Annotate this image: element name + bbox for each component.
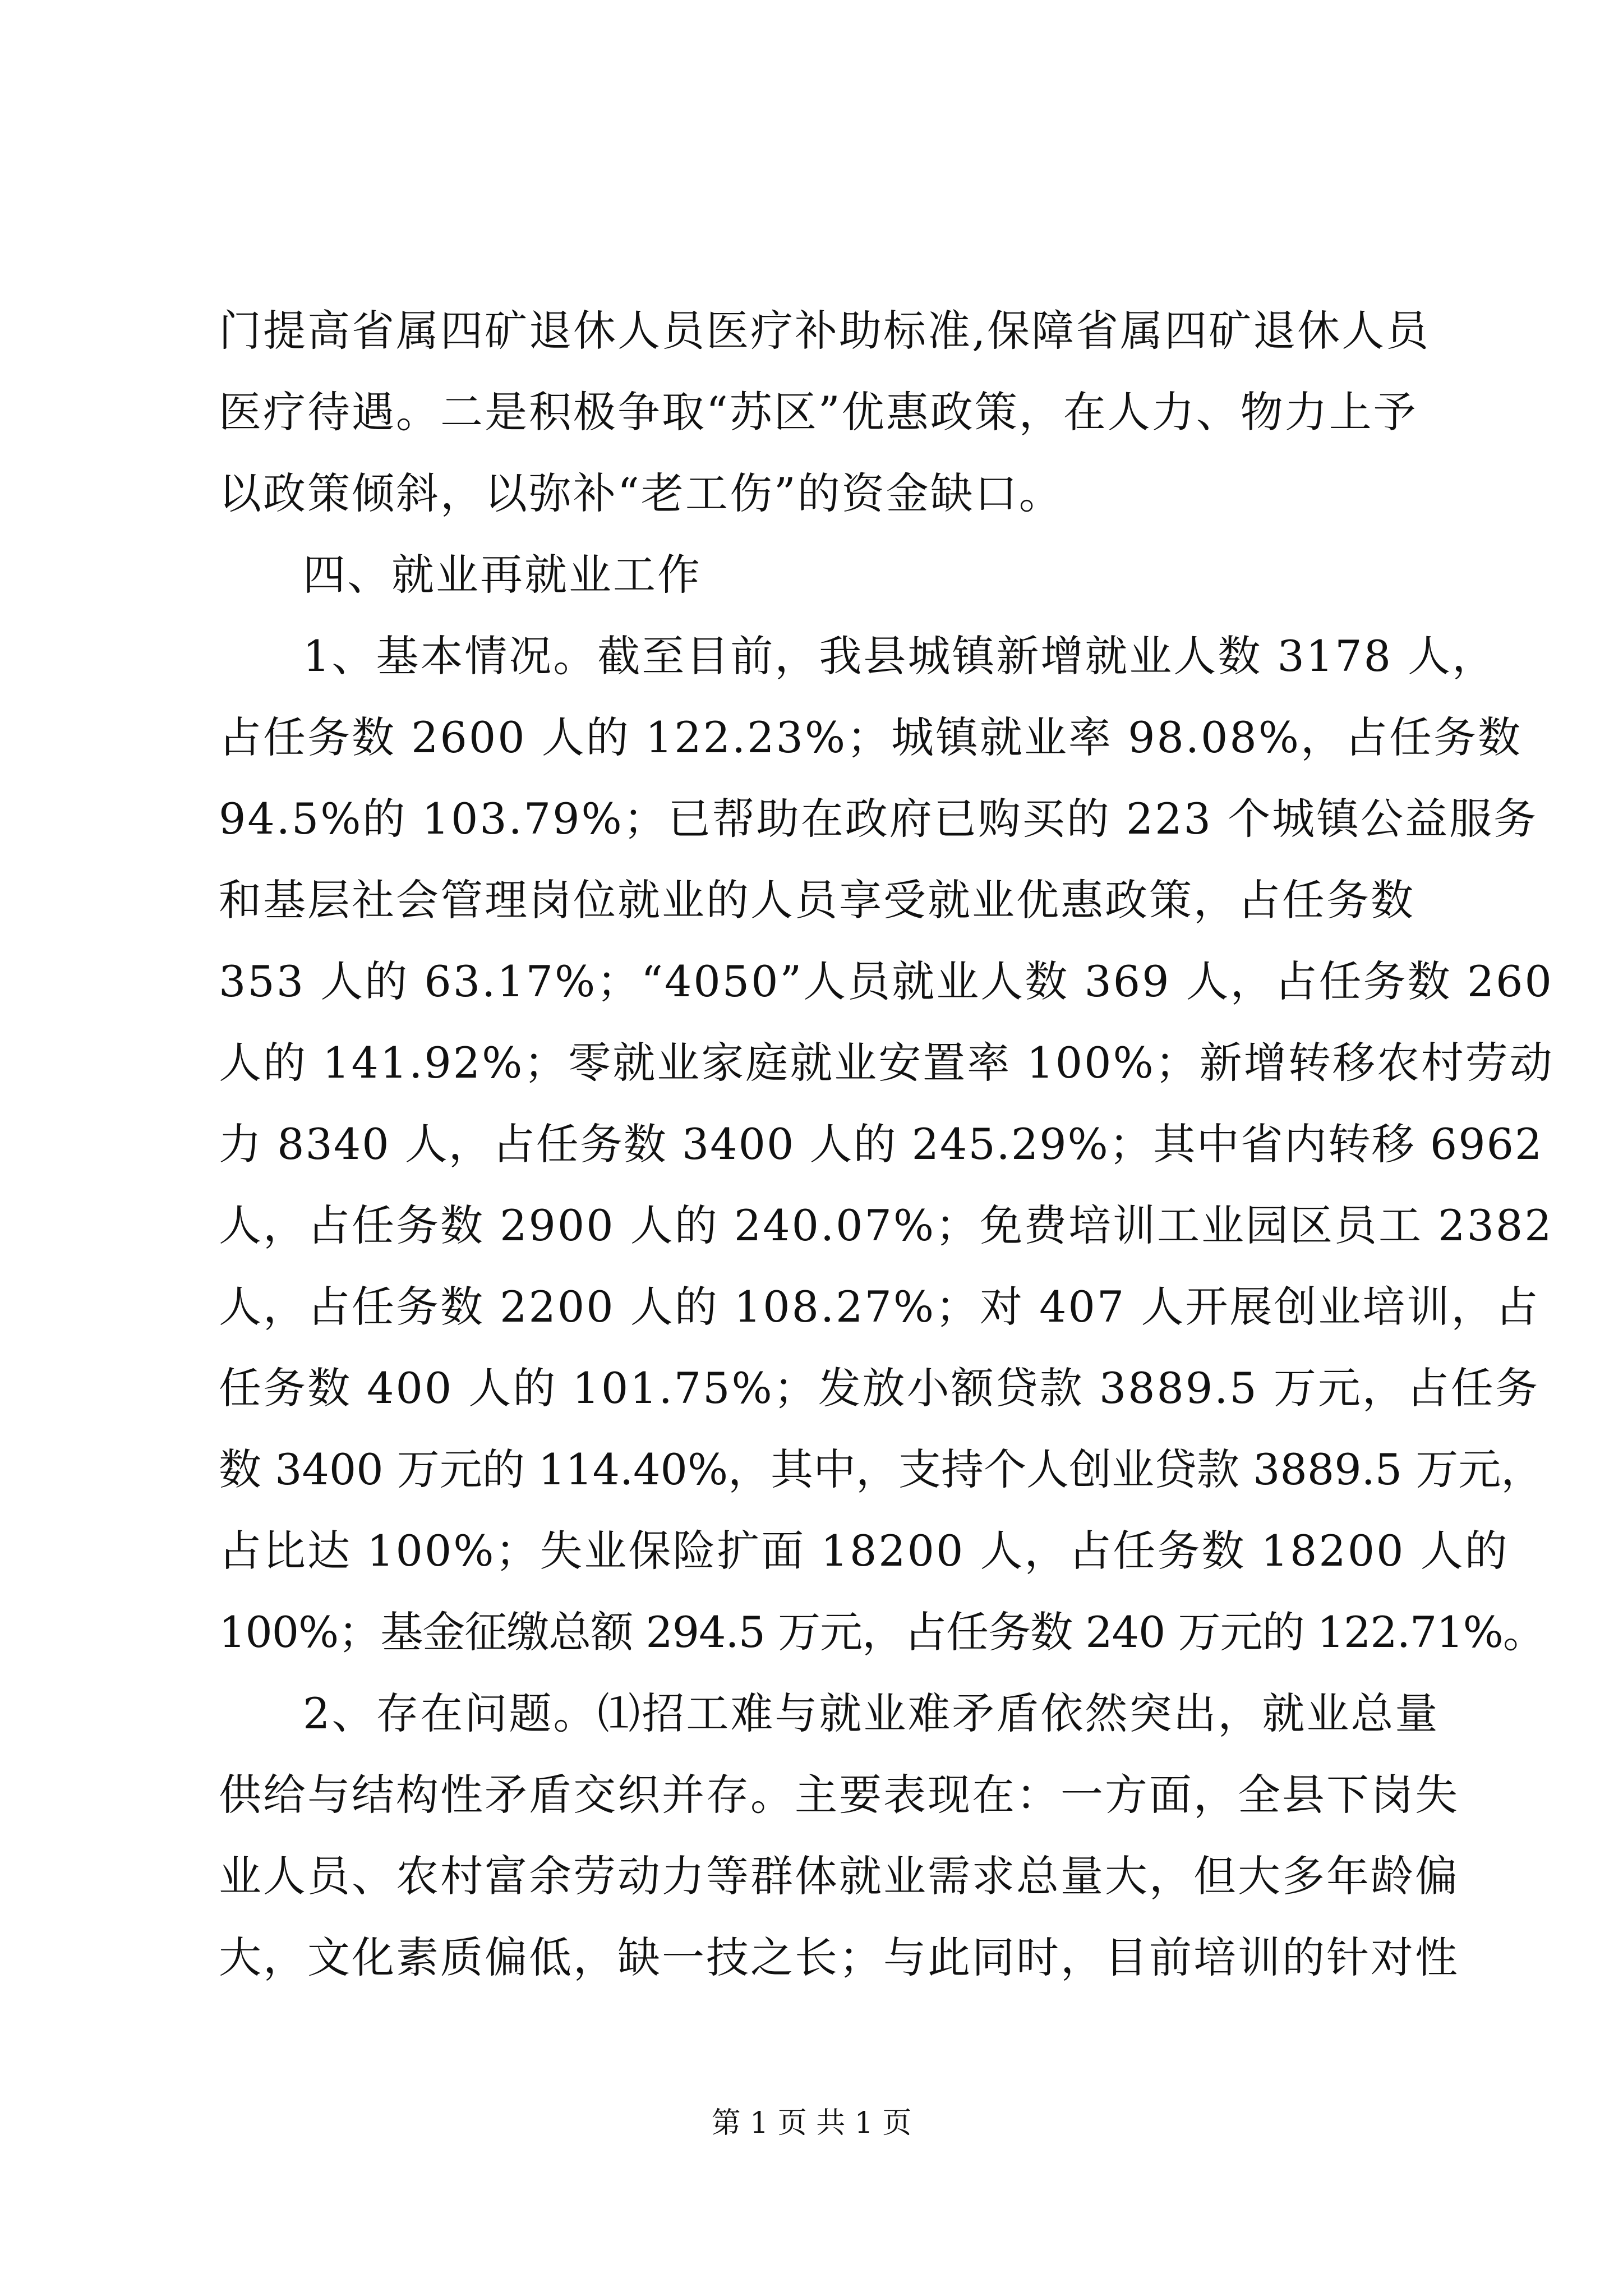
text-line-9: 353 人的 63.17%；“4050”人员就业人数 369 人，占任务数 260 [219, 956, 1553, 1006]
text-line-13: 人，占任务数 2200 人的 108.27%；对 407 人开展创业培训，占 [219, 1282, 1540, 1332]
text-line-3: 以政策倾斜，以弥补“老工伤”的资金缺口。 [219, 468, 1063, 518]
text-line-14: 任务数 400 人的 101.75%；发放小额贷款 3889.5 万元，占任务 [219, 1363, 1539, 1413]
text-line-11: 力 8340 人，占任务数 3400 人的 245.29%；其中省内转移 6962 [219, 1119, 1543, 1169]
text-line-6: 占任务数 2600 人的 122.23%；城镇就业率 98.08%，占任务数 [219, 712, 1522, 762]
text-line-18: 2、存在问题。⑴招工难与就业难矛盾依然突出，就业总量 [303, 1688, 1440, 1738]
text-line-8: 和基层社会管理岗位就业的人员享受就业优惠政策，占任务数 [219, 875, 1415, 925]
text-line-21: 大，文化素质偏低，缺一技之长；与此同时，目前培训的针对性 [219, 1932, 1459, 1982]
text-line-1: 门提高省属四矿退休人员医疗补助标准,保障省属四矿退休人员 [219, 306, 1431, 356]
text-line-19: 供给与结构性矛盾交织并存。主要表现在：一方面，全县下岗失 [219, 1770, 1459, 1820]
text-line-20: 业人员、农村富余劳动力等群体就业需求总量大，但大多年龄偏 [219, 1851, 1459, 1901]
text-line-10: 人的 141.92%；零就业家庭就业安置率 100%；新增转移农村劳动 [219, 1038, 1554, 1088]
section-heading: 四、就业再就业工作 [303, 550, 702, 600]
text-line-16: 占比达 100%；失业保险扩面 18200 人，占任务数 18200 人的 [219, 1526, 1509, 1576]
text-line-5: 1、基本情况。截至目前，我县城镇新增就业人数 3178 人， [303, 631, 1497, 681]
text-line-12: 人，占任务数 2900 人的 240.07%；免费培训工业园区员工 2382 [219, 1200, 1553, 1250]
text-line-15: 数 3400 万元的 114.40%，其中，支持个人创业贷款 3889.5 万元， [219, 1444, 1544, 1494]
text-line-2: 医疗待遇。二是积极争取“苏区”优惠政策，在人力、物力上予 [219, 387, 1418, 437]
page-number-footer: 第 1 页 共 1 页 [711, 2106, 912, 2140]
text-line-17: 100%；基金征缴总额 294.5 万元，占任务数 240 万元的 122.71%。 [219, 1607, 1545, 1657]
text-line-7: 94.5%的 103.79%；已帮助在政府已购买的 223 个城镇公益服务 [219, 794, 1538, 844]
